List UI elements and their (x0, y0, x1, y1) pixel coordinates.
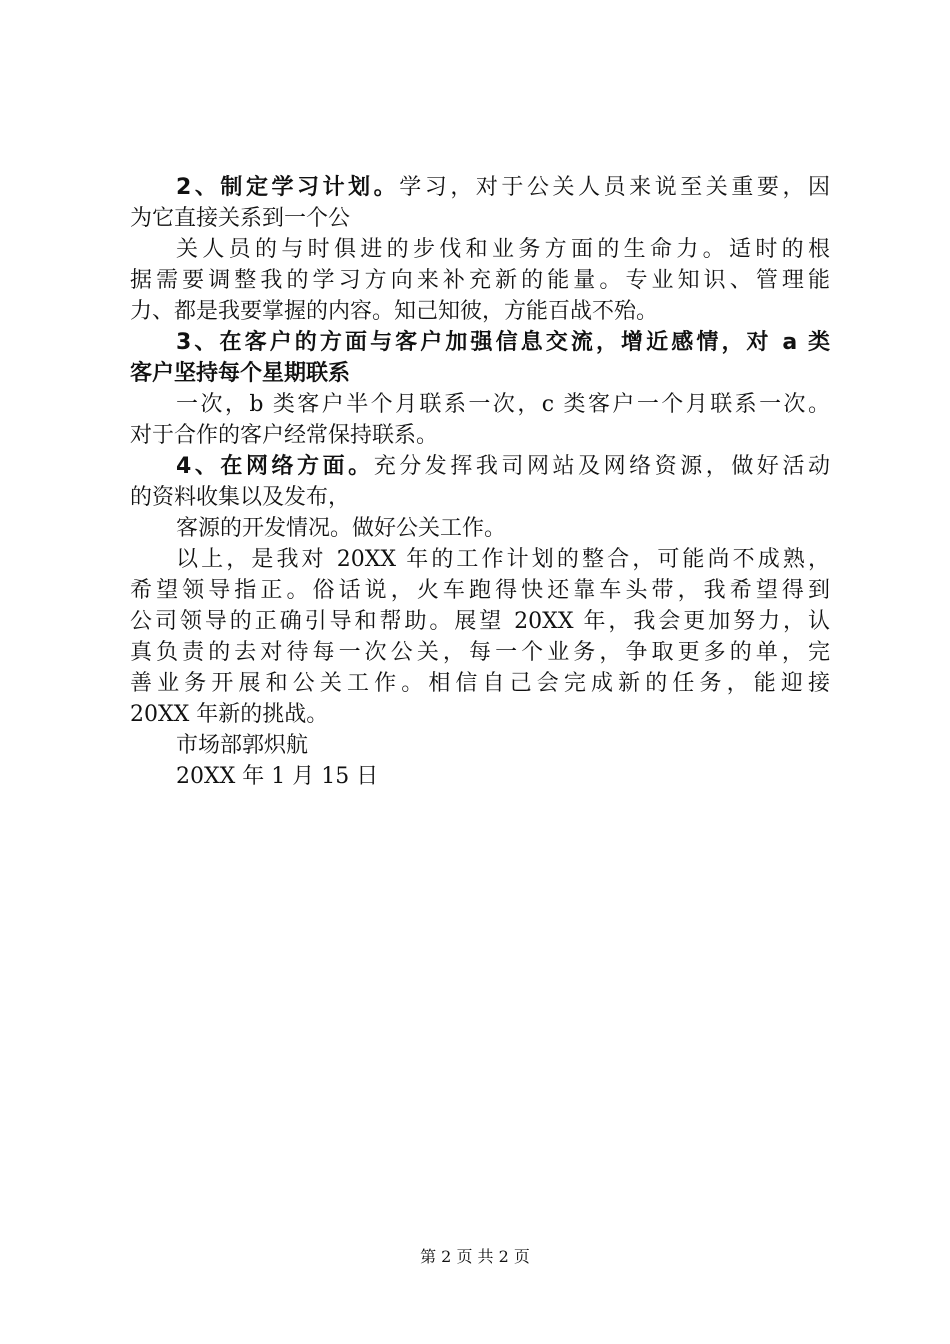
document-body (130, 172, 830, 792)
paragraph-3-line-2: 客户坚持每个星期联系 (130, 361, 351, 386)
paragraph-2-text: 学习，对于公关人员来说至关重要，因 (399, 175, 830, 200)
paragraph-3-line-1: 3、在客户的方面与客户加强信息交流，增近感情，对 a 类 (176, 330, 830, 355)
date: 20XX 年 1 月 15 日 (176, 764, 379, 789)
paragraph-2-line-1 (130, 172, 830, 203)
paragraph-3-line-4: 对于合作的客户经常保持联系。 (130, 423, 439, 448)
paragraph-5-line-1: 以上，是我对 20XX 年的工作计划的整合，可能尚不成熟， (176, 547, 830, 572)
paragraph-4-line-2: 的资料收集以及发布， (130, 485, 351, 510)
paragraph-2-line-5: 力、都是我要掌握的内容。知己知彼，方能百战不殆。 (130, 299, 659, 324)
page-footer: 第 2 页 共 2 页 (420, 1247, 530, 1266)
paragraph-4-text: 充分发挥我司网站及网络资源，做好活动 (373, 454, 830, 479)
paragraph-5-line-6: 20XX 年新的挑战。 (130, 702, 329, 727)
paragraph-2-line-3: 关人员的与时俱进的步伐和业务方面的生命力。适时的根 (176, 237, 830, 262)
paragraph-3-line-3: 一次，b 类客户半个月联系一次，c 类客户一个月联系一次。 (176, 392, 830, 417)
paragraph-5-line-2: 希望领导指正。俗话说，火车跑得快还靠车头带，我希望得到 (130, 578, 830, 603)
paragraph-5-line-5: 善业务开展和公关工作。相信自己会完成新的任务，能迎接 (130, 671, 830, 696)
paragraph-5-line-4: 真负责的去对待每一次公关，每一个业务，争取更多的单，完 (130, 640, 830, 665)
paragraph-5-line-3: 公司领导的正确引导和帮助。展望 20XX 年，我会更加努力，认 (130, 609, 830, 634)
paragraph-4-line-1 (130, 451, 830, 482)
paragraph-2-heading: 2、制定学习计划。 (176, 175, 400, 200)
signature: 市场部郭炽航 (176, 733, 309, 758)
paragraph-2-line-4: 据需要调整我的学习方向来补充新的能量。专业知识、管理能 (130, 268, 830, 293)
paragraph-4-heading: 4、在网络方面。 (176, 454, 374, 479)
paragraph-2-line-2: 为它直接关系到一个公 (130, 206, 351, 231)
paragraph-4-line-3: 客源的开发情况。做好公关工作。 (176, 516, 507, 541)
